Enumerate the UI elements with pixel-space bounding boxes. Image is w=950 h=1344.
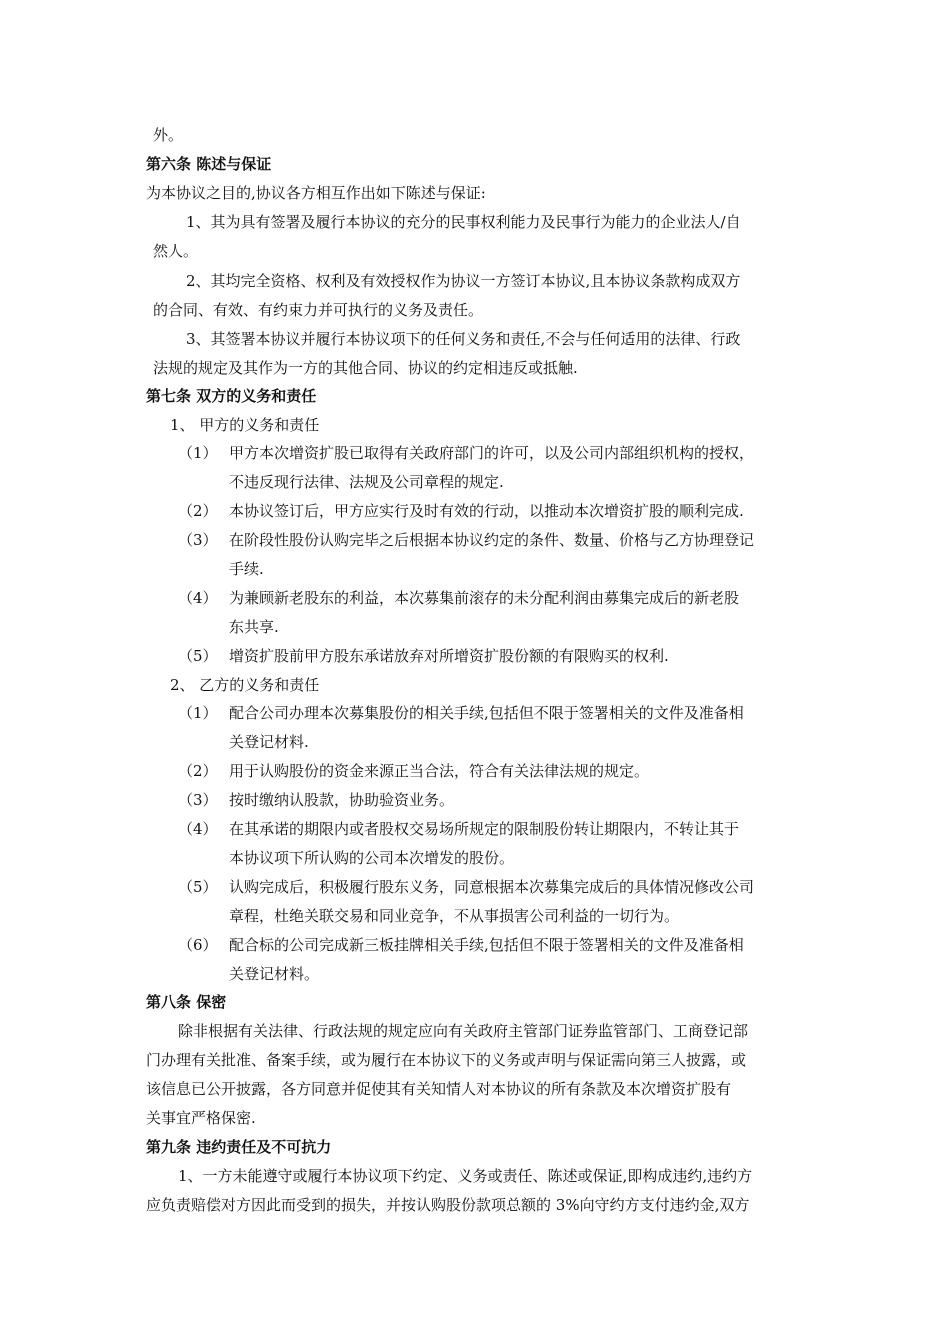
list-item: 关登记材料。: [229, 965, 320, 983]
item-number: （5）: [178, 878, 218, 896]
text-line: 2、其均完全资格、权利及有效授权作为协议一方签订本协议,且本协议条款构成双方: [186, 272, 741, 290]
item-number: （1）: [178, 704, 218, 722]
text-line: 1、其为具有签署及履行本协议的充分的民事权利能力及民事行为能力的企业法人/自: [186, 213, 741, 231]
list-item: 在阶段性股份认购完毕之后根据本协议约定的条件、数量、价格与乙方协理登记: [229, 531, 755, 549]
text-line: 外。: [153, 126, 184, 144]
item-number: （4）: [178, 589, 218, 607]
text-line: 为本协议之目的,协议各方相互作出如下陈述与保证:: [146, 184, 486, 202]
item-number: （1）: [178, 444, 218, 462]
list-item: 甲方本次增资扩股已取得有关政府部门的许可，以及公司内部组织机构的授权，: [229, 444, 755, 462]
list-item: 本协议项下所认购的公司本次增发的股份。: [229, 849, 515, 867]
list-item: 不违反现行法律、法规及公司章程的规定.: [229, 473, 504, 491]
item-number: （3）: [178, 791, 218, 809]
text-line: 法规的规定及其作为一方的其他合同、协议的约定相违反或抵触.: [153, 359, 578, 377]
article-9-heading: 第九条 违约责任及不可抗力: [146, 1138, 332, 1156]
item-number: （2）: [178, 502, 218, 520]
list-item: 为兼顾新老股东的利益，本次募集前滚存的未分配利润由募集完成后的新老股: [229, 589, 740, 607]
text-line: 然人。: [153, 242, 199, 260]
list-item: 配合标的公司完成新三板挂牌相关手续,包括但不限于签署相关的文件及准备相: [229, 936, 744, 954]
list-item: 配合公司办理本次募集股份的相关手续,包括但不限于签署相关的文件及准备相: [229, 704, 744, 722]
section-heading: 1、 甲方的义务和责任: [170, 416, 320, 434]
text-line: 应负责赔偿对方因此而受到的损失，并按认购股份款项总额的 3%向守约方支付违约金,双方: [146, 1196, 750, 1214]
article-7-heading: 第七条 双方的义务和责任: [146, 387, 317, 405]
list-item: 按时缴纳认股款，协助验资业务。: [229, 791, 455, 809]
list-item: 用于认购股份的资金来源正当合法，符合有关法律法规的规定。: [229, 762, 650, 780]
text-line: 3、其签署本协议并履行本协议项下的任何义务和责任,不会与任何适用的法律、行政: [186, 330, 741, 348]
text-line: 门办理有关批准、备案手续，或为履行在本协议下的义务或声明与保证需向第三人披露，或: [146, 1051, 747, 1069]
text-line: 的合同、有效、有约束力并可执行的义务及责任。: [153, 301, 484, 319]
list-item: 手续.: [229, 560, 264, 578]
text-line: 关事宜严格保密.: [146, 1109, 256, 1127]
item-number: （5）: [178, 647, 218, 665]
text-line: 1、一方未能遵守或履行本协议项下约定、义务或责任、陈述或保证,即构成违约,违约方: [178, 1167, 753, 1185]
section-heading: 2、 乙方的义务和责任: [170, 676, 320, 694]
list-item: 东共享.: [229, 618, 279, 636]
article-8-heading: 第八条 保密: [146, 993, 227, 1011]
article-6-heading: 第六条 陈述与保证: [146, 155, 272, 173]
item-number: （2）: [178, 762, 218, 780]
list-item: 增资扩股前甲方股东承诺放弃对所增资扩股份额的有限购买的权利.: [229, 647, 669, 665]
list-item: 关登记材料.: [229, 733, 309, 751]
item-number: （3）: [178, 531, 218, 549]
text-line: 除非根据有关法律、行政法规的规定应向有关政府主管部门证券监管部门、工商登记部: [178, 1022, 749, 1040]
item-number: （4）: [178, 820, 218, 838]
item-number: （6）: [178, 936, 218, 954]
list-item: 认购完成后，积极履行股东义务，同意根据本次募集完成后的具体情况修改公司: [229, 878, 755, 896]
text-line: 该信息已公开披露，各方同意并促使其有关知情人对本协议的所有条款及本次增资扩股有: [146, 1080, 732, 1098]
list-item: 在其承诺的期限内或者股权交易场所规定的限制股份转让期限内，不转让其于: [229, 820, 740, 838]
list-item: 本协议签订后，甲方应实行及时有效的行动，以推动本次增资扩股的顺利完成.: [229, 502, 744, 520]
list-item: 章程，杜绝关联交易和同业竞争，不从事损害公司利益的一切行为。: [229, 907, 680, 925]
